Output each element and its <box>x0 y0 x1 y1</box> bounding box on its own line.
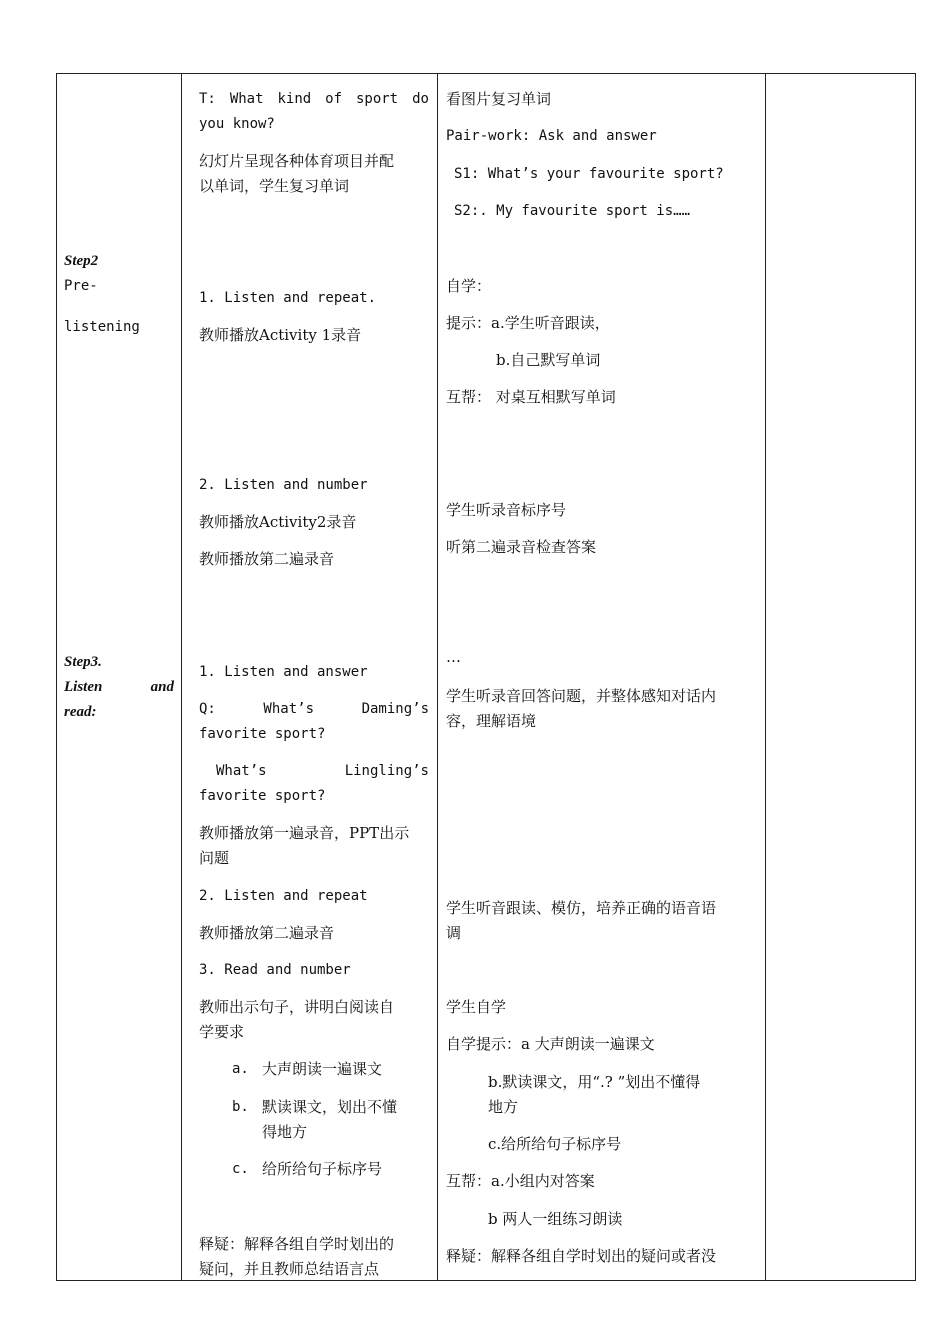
column-divider <box>765 74 766 1280</box>
activity-title: 2. Listen and repeat <box>199 888 368 904</box>
student-text: 学生自学 <box>446 998 507 1016</box>
teacher-text: 教师播放Activity2录音 <box>199 513 357 531</box>
student-text: 容，理解语境 <box>446 712 537 730</box>
student-text: 提示：a.学生听音跟读， <box>446 314 610 332</box>
list-item: 得地方 <box>262 1123 308 1141</box>
teacher-question: T: What kind of sport do <box>199 91 429 107</box>
list-item: 大声朗读一遍课文 <box>262 1060 383 1078</box>
student-text: 地方 <box>488 1098 519 1116</box>
list-item: 给所给句子标序号 <box>262 1160 383 1178</box>
activity-title: 2. Listen and number <box>199 477 368 493</box>
student-text: 学生听录音回答问题，并整体感知对话内 <box>446 687 717 705</box>
teacher-question: you know? <box>199 116 275 132</box>
student-text: 释疑：解释各组自学时划出的疑问或者没 <box>446 1247 717 1265</box>
step2-subtitle: listening <box>64 319 140 335</box>
lesson-plan-table <box>56 73 916 1281</box>
step3-subtitle: read: <box>64 704 97 720</box>
teacher-text: 学要求 <box>199 1023 245 1041</box>
student-text: S2:. My favourite sport is…… <box>454 203 691 219</box>
column-divider <box>181 74 182 1280</box>
column-divider <box>437 74 438 1280</box>
step3-subtitle: Listen and <box>64 679 174 695</box>
student-text: 调 <box>446 924 462 942</box>
teacher-text: 释疑：解释各组自学时划出的 <box>199 1235 395 1253</box>
teacher-text: 教师播放第二遍录音 <box>199 550 335 568</box>
teacher-text: 疑问，并且教师总结语言点 <box>199 1260 380 1278</box>
activity-title: 1. Listen and repeat. <box>199 290 377 306</box>
step2-subtitle: Pre- <box>64 278 98 294</box>
student-text: b.默读课文，用“.? ”划出不懂得 <box>488 1073 701 1091</box>
activity-title: 1. Listen and answer <box>199 664 368 680</box>
teacher-text: 问题 <box>199 849 230 867</box>
list-label: b. <box>232 1099 249 1115</box>
student-text: c.给所给句子标序号 <box>488 1135 622 1153</box>
list-label: a. <box>232 1061 249 1077</box>
list-item: 默读课文，划出不懂 <box>262 1098 398 1116</box>
student-text: … <box>446 648 461 666</box>
student-text: b.自己默写单词 <box>496 351 601 369</box>
teacher-text: 以单词，学生复习单词 <box>199 177 350 195</box>
list-label: c. <box>232 1161 249 1177</box>
question-line: What’s Lingling’s <box>216 763 429 779</box>
teacher-text: 教师播放Activity 1录音 <box>199 326 362 344</box>
teacher-text: 教师播放第二遍录音 <box>199 924 335 942</box>
teacher-text: 教师出示句子，讲明白阅读自 <box>199 998 395 1016</box>
step3-title: Step3. <box>64 654 102 670</box>
teacher-text: 幻灯片呈现各种体育项目并配 <box>199 152 395 170</box>
question-line: favorite sport? <box>199 788 326 804</box>
activity-title: 3. Read and number <box>199 962 351 978</box>
teacher-text: 教师播放第一遍录音，PPT出示 <box>199 824 410 842</box>
student-text: Pair-work: Ask and answer <box>446 128 657 144</box>
student-text: 自学提示：a 大声朗读一遍课文 <box>446 1035 655 1053</box>
question-line: Q: What’s Daming’s <box>199 701 429 717</box>
step2-title: Step2 <box>64 253 99 269</box>
student-text: 看图片复习单词 <box>446 90 552 108</box>
student-text: 互帮：a.小组内对答案 <box>446 1172 595 1190</box>
student-text: 互帮： 对桌互相默写单词 <box>446 388 616 406</box>
student-text: 听第二遍录音检查答案 <box>446 538 597 556</box>
student-text: 自学： <box>446 277 492 295</box>
question-line: favorite sport? <box>199 726 326 742</box>
student-text: 学生听录音标序号 <box>446 501 567 519</box>
student-text: 学生听音跟读、模仿，培养正确的语音语 <box>446 899 717 917</box>
student-text: S1: What’s your favourite sport? <box>454 166 724 182</box>
student-text: b 两人一组练习朗读 <box>488 1210 623 1228</box>
